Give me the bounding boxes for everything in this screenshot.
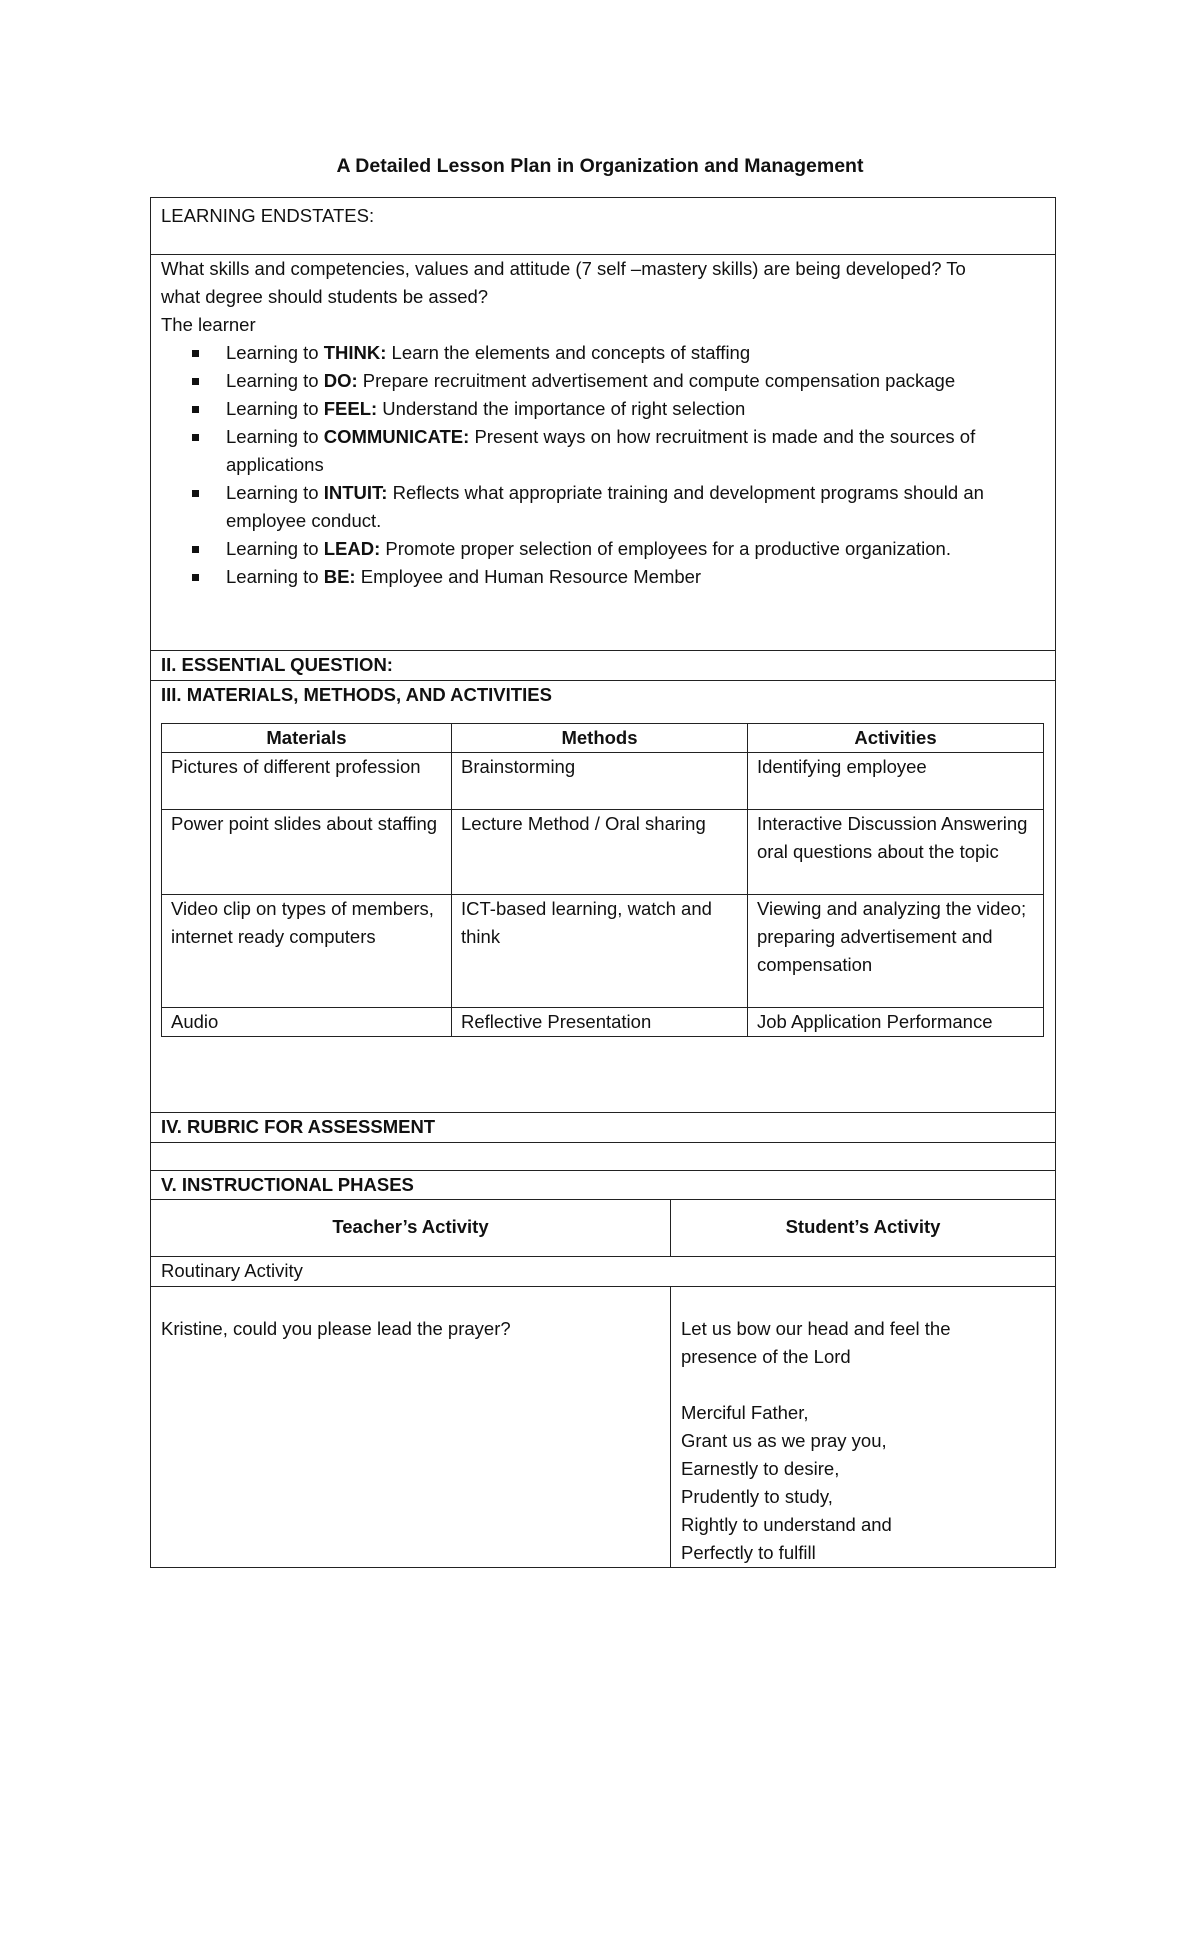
lesson-plan-table xyxy=(150,197,1056,1568)
table-row xyxy=(162,753,1044,810)
table-row xyxy=(162,1008,1044,1037)
rubric-content-row xyxy=(151,1143,1055,1171)
table-cell: Identifying employee xyxy=(748,753,1044,810)
materials-header-row xyxy=(162,724,1044,753)
essential-question-heading: II. ESSENTIAL QUESTION: xyxy=(161,654,393,675)
activities-col-header: Activities xyxy=(748,724,1044,753)
prayer-row xyxy=(151,1287,1055,1567)
student-activity-header: Student’s Activity xyxy=(785,1216,941,1237)
list-item: Learning to BE: Employee and Human Resource Member xyxy=(226,563,1025,591)
teacher-activity-header: Teacher’s Activity xyxy=(151,1200,671,1256)
page-title: A Detailed Lesson Plan in Organization and Management xyxy=(336,155,864,177)
essential-question-row xyxy=(151,651,1055,681)
routinary-row xyxy=(151,1257,1055,1287)
student-activity-text: Let us bow our head and feel the presence of the Lord Merciful Father, Grant us as we pray you, Earnestly to desire, Prudently to study, Rightly to understand and Perfectly to fulfill xyxy=(681,1318,951,1563)
endstates-heading-row xyxy=(151,198,1055,255)
table-cell: Brainstorming xyxy=(452,753,748,810)
phases-header-row xyxy=(151,1200,1055,1257)
rubric-heading-row xyxy=(151,1113,1055,1143)
table-cell: Audio xyxy=(162,1008,452,1037)
materials-row xyxy=(151,681,1055,1113)
materials-col-header: Materials xyxy=(162,724,452,753)
table-cell: Power point slides about staffing xyxy=(162,810,452,895)
materials-table xyxy=(161,723,1044,1037)
materials-heading: III. MATERIALS, METHODS, AND ACTIVITIES xyxy=(161,684,552,705)
list-item: Learning to COMMUNICATE: Present ways on how recruitment is made and the sources of applications xyxy=(226,423,1025,479)
table-cell: Job Application Performance xyxy=(748,1008,1044,1037)
table-cell: Interactive Discussion Answering oral questions about the topic xyxy=(748,810,1044,895)
routinary-label: Routinary Activity xyxy=(161,1260,303,1281)
table-cell: Reflective Presentation xyxy=(452,1008,748,1037)
endstates-question: What skills and competencies, values and attitude (7 self –mastery skills) are being developed? To what degree should students be assed? xyxy=(161,258,966,307)
table-cell: Pictures of different profession xyxy=(162,753,452,810)
table-cell: Video clip on types of members, internet ready computers xyxy=(162,895,452,1008)
list-item: Learning to FEEL: Understand the importance of right selection xyxy=(226,395,1025,423)
phases-heading-row xyxy=(151,1171,1055,1200)
table-row xyxy=(162,895,1044,1008)
endstates-list xyxy=(151,339,1055,591)
list-item: Learning to LEAD: Promote proper selection of employees for a productive organization. xyxy=(226,535,1025,563)
endstates-content-row xyxy=(151,255,1055,651)
rubric-heading: IV. RUBRIC FOR ASSESSMENT xyxy=(161,1116,436,1137)
teacher-activity-text: Kristine, could you please lead the prayer? xyxy=(161,1318,511,1339)
table-cell: Lecture Method / Oral sharing xyxy=(452,810,748,895)
methods-col-header: Methods xyxy=(452,724,748,753)
list-item: Learning to INTUIT: Reflects what appropriate training and development programs should an employee conduct. xyxy=(226,479,1025,535)
table-cell: Viewing and analyzing the video; preparing advertisement and compensation xyxy=(748,895,1044,1008)
endstates-intro: The learner xyxy=(161,314,256,335)
endstates-heading: LEARNING ENDSTATES: xyxy=(161,205,375,226)
teacher-activity-cell xyxy=(151,1287,671,1567)
table-row xyxy=(162,810,1044,895)
table-cell: ICT-based learning, watch and think xyxy=(452,895,748,1008)
list-item: Learning to THINK: Learn the elements and concepts of staffing xyxy=(226,339,1025,367)
list-item: Learning to DO: Prepare recruitment advertisement and compute compensation package xyxy=(226,367,1025,395)
phases-heading: V. INSTRUCTIONAL PHASES xyxy=(161,1174,414,1195)
